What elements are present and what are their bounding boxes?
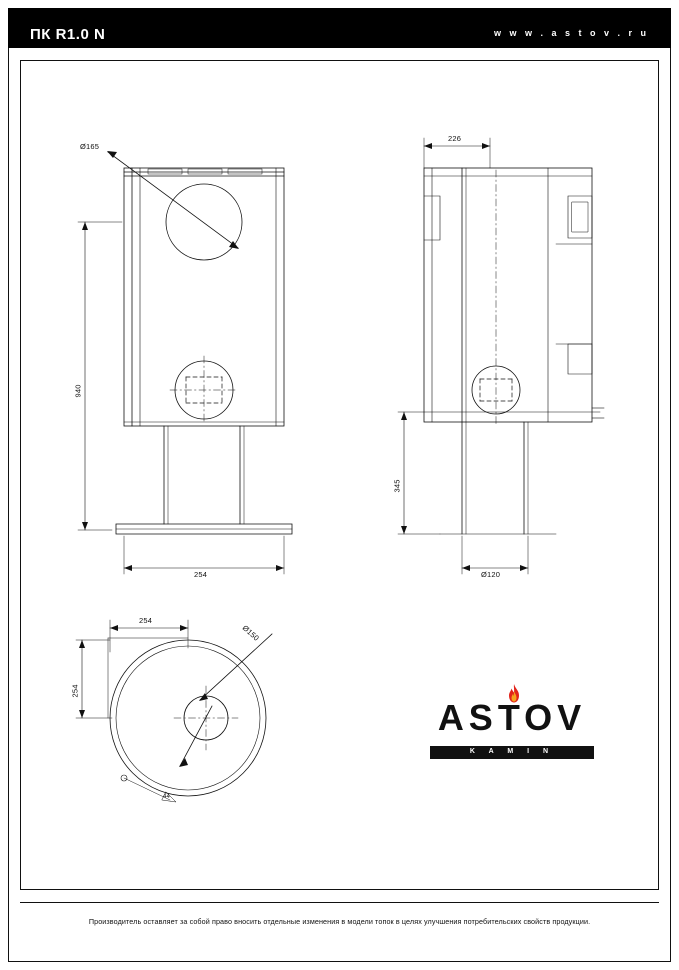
website-url: w w w . a s t o v . r u	[493, 28, 649, 38]
top-view-geometry	[76, 620, 272, 802]
dim-top-diameter-150: Ø150	[240, 623, 261, 643]
logo-wordmark: ASTOV	[437, 697, 587, 738]
dim-side-diameter-120: Ø120	[481, 570, 501, 579]
dim-front-height-940: 940	[73, 384, 83, 398]
footer-disclaimer: Производитель оставляет за собой право вносить отдельные изменения в модели топок в целях улучшения потребительских свойств продукции.	[88, 917, 591, 926]
side-view-geometry	[398, 138, 604, 574]
dim-top-depth-254: 254	[70, 684, 80, 698]
dim-front-width-254: 254	[194, 570, 208, 579]
dim-side-width-226: 226	[448, 134, 462, 143]
footer-divider	[20, 902, 659, 903]
page-title: ПК R1.0 N	[30, 26, 106, 43]
dim-top-width-254: 254	[139, 616, 153, 625]
dim-front-diameter-165: Ø165	[80, 142, 100, 151]
front-view-geometry	[78, 151, 292, 574]
logo-subtitle: K A M I N	[469, 748, 555, 755]
dim-side-height-345: 345	[392, 479, 402, 493]
astov-logo	[424, 688, 600, 770]
dim-top-detail-44: 44	[163, 794, 171, 800]
